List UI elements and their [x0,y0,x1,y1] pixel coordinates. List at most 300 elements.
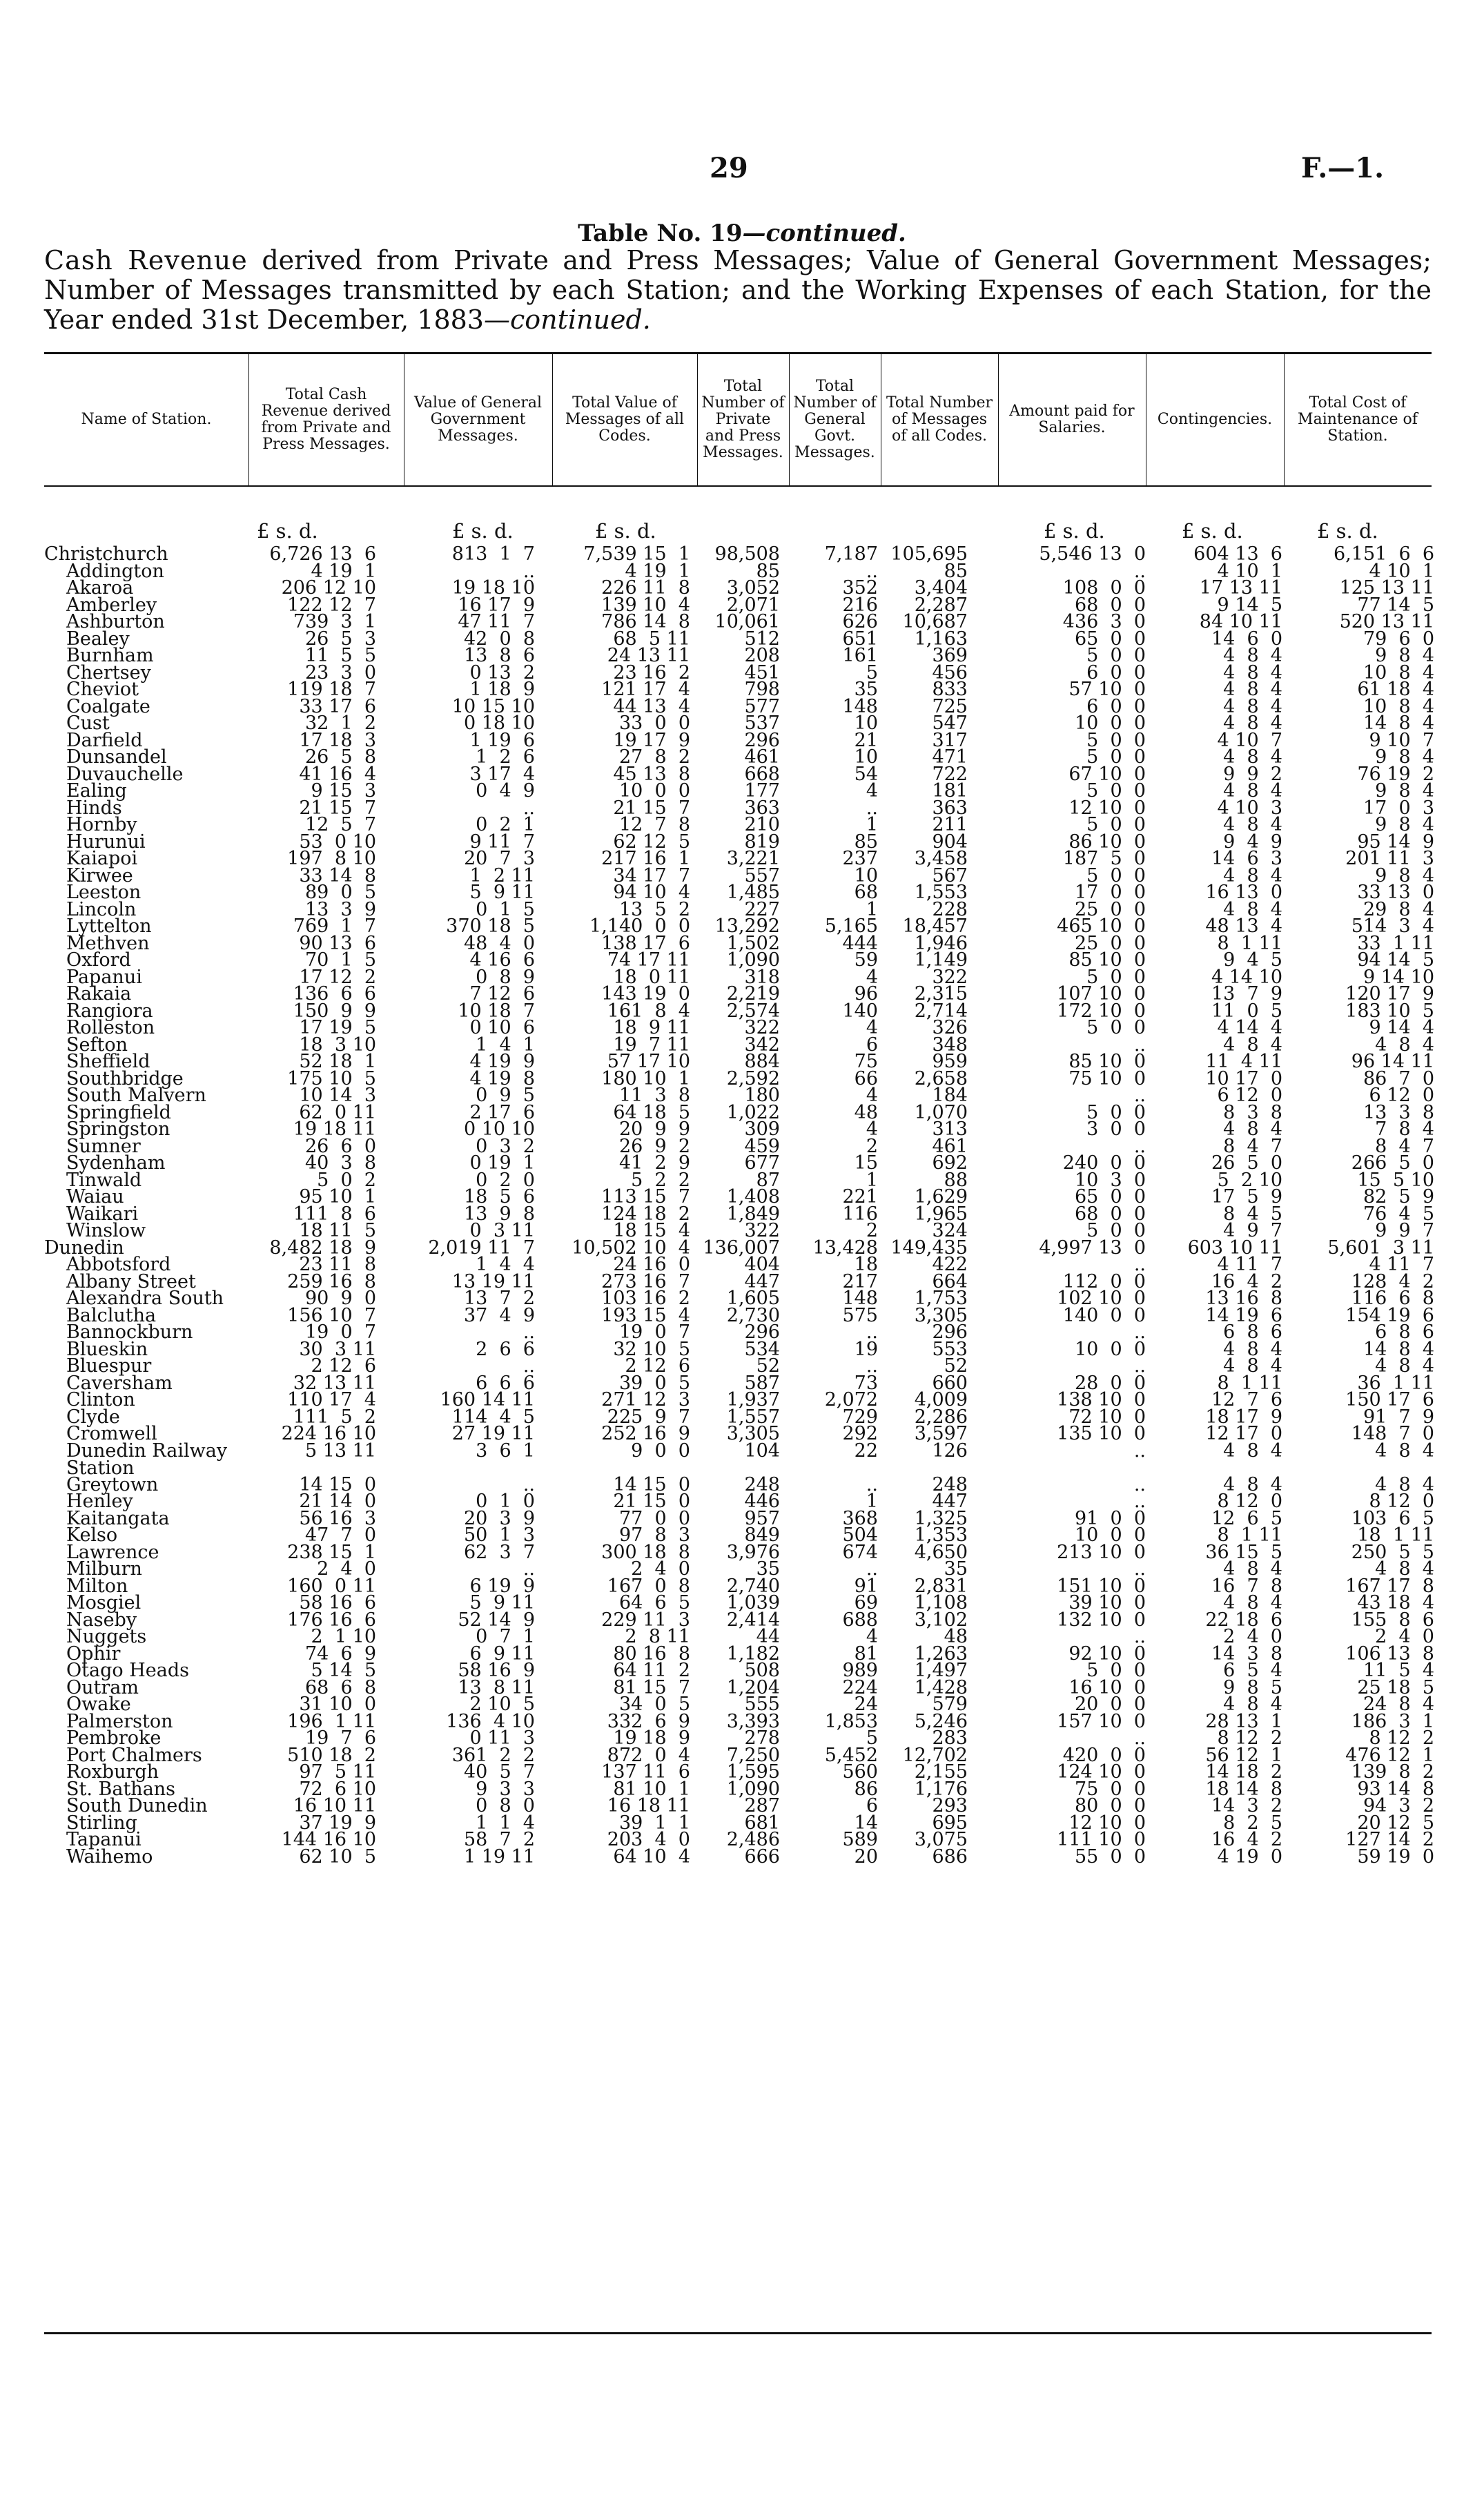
cell-cost: 82 5 9 [1363,1186,1434,1208]
table-row [0,1560,1484,1578]
cell-sal: 420 0 0 [1062,1744,1146,1766]
cell-sal: 107 10 0 [1057,983,1146,1005]
cell-np: 2,071 [726,594,780,616]
cell-sal: 39 10 0 [1068,1592,1146,1613]
station-name: Roxburgh [66,1761,159,1783]
cell-sal: .. [1133,1491,1146,1512]
cell-ng: 85 [854,831,878,853]
cell-sal: 465 10 0 [1057,915,1146,937]
cell-ng: 22 [854,1440,878,1462]
station-name: Kelso [66,1524,118,1546]
station-name: Lincoln [66,898,137,920]
cell-ng: 91 [854,1575,878,1597]
cell-np: 1,090 [726,949,780,971]
cell-cost: 4 8 4 [1375,1355,1434,1377]
cell-cost: 154 19 6 [1345,1304,1434,1326]
caption-lead: Cash Revenue [44,245,248,275]
cell-govt: 1 1 4 [476,1812,535,1834]
cell-rev: 19 0 7 [304,1321,376,1343]
cell-cost: 9 14 4 [1369,1017,1434,1038]
cell-total: 2 12 6 [625,1355,690,1377]
cell-cont: 4 8 4 [1223,1034,1282,1056]
cell-na: 228 [932,898,968,920]
station-name: Tinwald [66,1169,142,1191]
cell-govt: .. [523,560,535,582]
cell-cost: 128 4 2 [1351,1270,1434,1292]
cell-np: 287 [744,1795,780,1816]
cell-cost: 4 8 4 [1375,1034,1434,1056]
cell-np: 555 [744,1694,780,1715]
cell-na: 567 [932,864,968,886]
cell-govt: 13 9 8 [463,1203,535,1225]
cell-sal: 17 0 0 [1074,882,1146,903]
cell-rev: 12 5 7 [304,814,376,835]
cell-na: 833 [932,679,968,700]
cell-rev: 150 9 9 [293,1000,376,1022]
cell-total: 41 2 9 [618,1152,690,1174]
station-name: Southbridge [66,1067,184,1089]
cell-sal: 12 10 0 [1068,797,1146,819]
cell-sal: 5 0 0 [1086,746,1146,768]
cell-ng: 35 [854,679,878,700]
cell-ng: 161 [842,645,878,666]
cell-na: 1,263 [914,1642,968,1665]
cell-rev: 5 13 11 [304,1440,376,1462]
cell-cost: 86 7 0 [1363,1067,1434,1089]
cell-cont: 4 8 4 [1223,864,1282,886]
caption-suffix: —continued. [483,304,651,335]
cell-np: 87 [756,1169,780,1191]
table-row [0,1053,1484,1070]
cell-cost: 186 3 1 [1351,1710,1434,1732]
cell-ng: 96 [854,983,878,1005]
station-name: Otago Heads [66,1660,189,1681]
cell-total: 20 9 9 [618,1118,690,1140]
cell-ng: 5,452 [824,1744,878,1766]
cell-rev: 2 12 6 [311,1355,376,1377]
station-name: Clyde [66,1406,120,1428]
table-row [0,1696,1484,1713]
cell-govt: 0 10 6 [469,1017,535,1038]
cell-total: 81 15 7 [613,1676,690,1698]
cell-total: 203 4 0 [607,1829,690,1850]
cell-cont: 4 10 7 [1217,729,1282,751]
cell-na: 18,457 [902,915,968,937]
cell-rev: 23 11 8 [299,1254,376,1275]
cell-cost: 266 5 0 [1351,1152,1434,1174]
caption-text: derived from Private and Press Messages; Value of General Government Messages; Number of Messages transmitted by each Station; and the Working Expenses of each Station, for the Year ended 31st December, 1883 [44,245,1432,335]
table-row [0,1154,1484,1172]
cell-ng: 73 [854,1372,878,1394]
station-name: Owake [66,1694,131,1715]
station-name: Palmerston [66,1710,173,1732]
cell-ng: 48 [854,1101,878,1123]
cell-govt: .. [523,1321,535,1343]
cell-govt: 7 12 6 [469,983,535,1005]
cell-ng: 14 [854,1812,878,1834]
cell-govt: 0 8 0 [476,1795,535,1816]
station-name: Rolleston [66,1017,155,1038]
cell-cost: 2 4 0 [1375,1626,1434,1647]
cell-np: 512 [744,628,780,650]
table-row [0,1186,1484,1208]
cell-cost: 7 8 4 [1375,1118,1434,1140]
cell-cost: 514 3 4 [1351,915,1434,937]
cell-total: 33 0 0 [618,713,690,734]
station-name: South Dunedin [66,1795,208,1816]
table-row [0,1256,1484,1273]
cell-total: 113 15 7 [601,1186,690,1208]
table-title-suffix: —continued. [742,220,906,247]
cell-np: 577 [744,695,780,717]
cell-ng: 10 [854,746,878,768]
cell-govt: 52 14 9 [458,1609,535,1631]
cell-na: 4,009 [914,1389,968,1411]
table-row [0,545,1484,563]
cell-cont: 4 8 4 [1223,746,1282,768]
cell-govt: 1 18 9 [469,679,535,700]
cell-cont: 4 8 4 [1223,1694,1282,1715]
cell-sal: 10 0 0 [1074,1524,1146,1546]
cell-rev: 89 0 5 [304,882,376,903]
cell-ng: 2 [866,1135,878,1157]
cell-govt: 2 6 6 [476,1338,535,1360]
cell-rev: 5 14 5 [311,1660,376,1681]
cell-cont: 48 13 4 [1205,915,1282,937]
cell-rev: 26 5 3 [304,628,376,650]
table-row [0,1222,1484,1239]
station-name: Clinton [66,1389,135,1411]
table-row [0,681,1484,698]
cell-cost: 6 12 0 [1369,1085,1434,1106]
cell-rev: 17 18 3 [299,729,376,751]
cell-govt: 9 3 3 [476,1778,535,1800]
table-row [0,850,1484,867]
cell-cost: 94 14 5 [1357,949,1434,971]
cell-np: 459 [744,1135,780,1157]
station-name: Naseby [66,1609,137,1631]
cell-cost: 4 8 4 [1375,1473,1434,1495]
cell-sal: 68 0 0 [1074,594,1146,616]
cell-total: 18 0 11 [613,966,690,988]
cell-total: 9 0 0 [631,1440,690,1462]
cell-ng: 148 [842,695,878,717]
table-row [0,647,1484,664]
cell-ng: 5,165 [824,915,878,937]
cell-ng: 10 [854,864,878,886]
cell-ng: .. [866,797,878,819]
cell-total: 97 8 3 [618,1524,690,1546]
cell-ng: 1 [866,1169,878,1191]
cell-cost: 116 6 8 [1351,1288,1434,1309]
cell-na: 3,305 [914,1304,968,1326]
station-name: Ophir [66,1642,121,1665]
cell-cost: 36 1 11 [1357,1372,1434,1394]
table-row [0,884,1484,901]
cell-np: 1,090 [726,1778,780,1800]
cell-na: 692 [932,1152,968,1174]
cell-cost: 8 12 0 [1369,1491,1434,1512]
cell-rev: 33 14 8 [299,864,376,886]
cell-np: 798 [744,679,780,700]
cell-rev: 90 13 6 [299,932,376,954]
cell-na: 35 [944,1558,968,1580]
cell-sal: 25 0 0 [1074,932,1146,954]
cell-rev: 2 4 0 [317,1558,376,1580]
table-row [0,1526,1484,1544]
cell-govt: 16 17 9 [458,594,535,616]
cell-cont: 16 4 2 [1211,1829,1282,1850]
cell-cost: 94 3 2 [1363,1795,1434,1816]
cell-np: 85 [756,560,780,582]
station-name: Darfield [66,729,143,751]
cell-rev: 14 15 0 [299,1473,376,1495]
station-name: Dunedin [44,1237,124,1259]
cell-cost: 25 18 5 [1357,1676,1434,1698]
cell-rev: 56 16 3 [299,1507,376,1529]
cell-govt: 813 1 7 [451,543,535,565]
column-header: Amount paid for Salaries. [1009,403,1135,436]
cell-ng: 4 [866,1017,878,1038]
column-divider [789,354,790,485]
cell-na: 461 [932,1135,968,1157]
cell-cost: 29 8 4 [1363,898,1434,920]
table-row [0,1087,1484,1104]
cell-cont: 16 4 2 [1211,1270,1282,1292]
cell-cont: 4 14 10 [1211,966,1282,988]
cell-np: 1,605 [726,1288,780,1309]
cell-rev: 196 1 11 [287,1710,376,1732]
cell-govt: 1 2 6 [476,746,535,768]
cell-ng: .. [866,1321,878,1343]
cell-govt: 0 3 11 [469,1220,535,1241]
cell-cost: 139 8 2 [1351,1761,1434,1783]
station-name: Port Chalmers [66,1744,202,1766]
cell-rev: 176 16 6 [287,1609,376,1631]
cell-na: 348 [932,1034,968,1056]
station-name: Winslow [66,1220,146,1241]
cell-np: 322 [744,1220,780,1241]
cell-sal: .. [1133,1727,1146,1749]
cell-ng: 352 [842,577,878,599]
cell-govt: 1 4 4 [476,1254,535,1275]
cell-na: 553 [932,1338,968,1360]
cell-govt: 0 1 0 [476,1491,535,1512]
cell-np: 1,595 [726,1761,780,1783]
cell-np: 1,849 [726,1203,780,1225]
cell-cont: 4 8 4 [1223,1118,1282,1140]
station-name: St. Bathans [66,1778,176,1800]
station-name: Pembroke [66,1727,162,1749]
cell-sal: 10 0 0 [1074,713,1146,734]
cell-na: 105,695 [890,543,968,565]
cell-rev: 197 8 10 [287,848,376,869]
table-row [0,579,1484,597]
cell-sal: .. [1133,1440,1146,1462]
cell-ng: 4 [866,1626,878,1647]
cell-total: 64 6 5 [618,1592,690,1613]
cell-ng: 54 [854,763,878,785]
cell-np: 296 [744,1321,780,1343]
cell-sal: 86 10 0 [1068,831,1146,853]
cell-cost: 33 13 0 [1357,882,1434,903]
cell-rev: 17 19 5 [299,1017,376,1038]
cell-govt: 0 2 0 [476,1169,535,1191]
cell-total: 161 8 4 [607,1000,690,1022]
cell-sal: 111 10 0 [1057,1829,1146,1850]
column-header: Total Number of General Govt. Messages. [793,378,877,461]
cell-na: 2,155 [914,1761,968,1783]
cell-total: 229 11 3 [601,1609,690,1631]
cell-na: 471 [932,746,968,768]
cell-sal: 5 0 0 [1086,814,1146,835]
cell-na: 324 [932,1220,968,1241]
table-header [44,352,1432,487]
column-header: Contingencies. [1157,411,1273,428]
cell-rev: 206 12 10 [281,577,376,599]
cell-rev: 510 18 2 [287,1744,376,1766]
cell-na: 85 [944,560,968,582]
cell-na: 293 [932,1795,968,1816]
cell-rev: 97 5 11 [299,1761,376,1783]
cell-cost: 127 14 2 [1345,1829,1434,1850]
cell-cont: 4 8 4 [1223,1592,1282,1613]
column-header: Total Cash Revenue derived from Private and Press Messages. [261,386,391,453]
cell-na: 3,597 [914,1423,968,1444]
cell-cost: 520 13 11 [1339,611,1434,632]
cell-np: 10,061 [714,611,780,632]
cell-cost: 5,601 3 11 [1327,1237,1434,1259]
cell-cont: 6 5 4 [1223,1660,1282,1681]
cell-ng: 589 [842,1829,878,1850]
cell-govt: 13 8 6 [463,645,535,666]
cell-cont: 11 4 11 [1205,1051,1282,1072]
cell-total: 1,140 0 0 [589,915,690,937]
cell-np: 681 [744,1812,780,1834]
cell-np: 248 [744,1473,780,1495]
cell-cost: 11 5 4 [1363,1660,1434,1681]
cell-ng: 116 [842,1203,878,1225]
cell-sal: 157 10 0 [1057,1710,1146,1732]
cell-ng: 504 [842,1524,878,1546]
cell-na: 1,070 [914,1101,968,1123]
station-name: Bannockburn [66,1321,193,1343]
cell-ng: 66 [854,1067,878,1089]
cell-na: 1,149 [914,949,968,971]
cell-ng: 1 [866,814,878,835]
cell-na: 1,428 [914,1676,968,1698]
cell-na: 1,629 [914,1186,968,1208]
station-name: Chertsey [66,661,151,684]
cell-cont: 9 9 2 [1223,763,1282,785]
table-body [0,543,1484,1868]
cell-na: 686 [932,1845,968,1868]
cell-govt: 10 18 7 [458,1000,535,1022]
cell-sal: 4,997 13 0 [1039,1237,1146,1259]
cell-cont: 8 1 11 [1217,1524,1282,1546]
currency-unit-label: £ s. d. [1182,519,1243,543]
station-name: Milton [66,1575,128,1597]
cell-sal: .. [1133,1355,1146,1377]
cell-govt: .. [523,1473,535,1495]
cell-np: 7,250 [726,1744,780,1766]
cell-cont: 18 14 8 [1205,1778,1282,1800]
cell-ng: 148 [842,1288,878,1309]
cell-na: 3,075 [914,1829,968,1850]
cell-np: 1,937 [726,1389,780,1411]
cell-cost: 79 6 0 [1363,628,1434,650]
station-name: Cromwell [66,1423,157,1444]
cell-total: 39 1 1 [618,1812,690,1834]
cell-govt: 114 4 5 [451,1406,535,1428]
station-name: Ashburton [66,611,165,632]
cell-cost: 13 3 8 [1363,1101,1434,1123]
cell-sal: 10 0 0 [1074,1338,1146,1360]
cell-cost: 17 0 3 [1363,797,1434,819]
cell-cont: 14 6 0 [1211,628,1282,650]
cell-sal: 5 0 0 [1086,1101,1146,1123]
cell-total: 39 0 5 [618,1372,690,1394]
table-row [0,983,1484,1005]
cell-rev: 40 3 8 [304,1152,376,1174]
station-name: Lawrence [66,1541,159,1563]
cell-total: 74 17 11 [607,949,690,971]
cell-govt: 13 19 11 [451,1270,535,1292]
cell-total: 167 0 8 [607,1575,690,1597]
cell-rev: 19 18 11 [293,1118,376,1140]
cell-govt: 37 4 9 [463,1304,535,1326]
cell-total: 271 12 3 [601,1389,690,1411]
cell-cost: 77 14 5 [1357,594,1434,616]
cell-sal: 92 10 0 [1068,1642,1146,1665]
cell-ng: 6 [866,1795,878,1816]
station-name: Lyttelton [66,915,152,937]
cell-np: 136,007 [703,1237,780,1259]
cell-sal: 172 10 0 [1057,1000,1146,1022]
cell-na: 48 [944,1626,968,1647]
cell-sal: 57 10 0 [1068,679,1146,700]
cell-sal: 75 0 0 [1074,1778,1146,1800]
cell-total: 81 10 1 [613,1778,690,1800]
cell-np: 1,408 [726,1186,780,1208]
cell-govt: 18 5 6 [463,1186,535,1208]
cell-np: 1,022 [726,1101,780,1123]
cell-cost: 9 8 4 [1375,645,1434,666]
cell-ng: 1,853 [824,1710,878,1732]
cell-rev: 18 3 10 [299,1034,376,1056]
cell-govt: 19 18 10 [451,577,535,599]
cell-total: 10 0 0 [618,780,690,802]
cell-cost: 125 13 11 [1339,577,1434,599]
cell-cont: 2 4 0 [1223,1626,1282,1647]
cell-cont: 9 8 5 [1223,1676,1282,1698]
cell-np: 1,502 [726,932,780,954]
cell-ng: 4 [866,966,878,988]
cell-na: 369 [932,645,968,666]
cell-total: 14 15 0 [613,1473,690,1495]
cell-cost: 250 5 5 [1351,1541,1434,1563]
cell-total: 34 0 5 [618,1694,690,1715]
column-divider [248,354,249,485]
cell-total: 225 9 7 [607,1406,690,1428]
cell-rev: 9 15 3 [311,780,376,802]
station-name: Bluespur [66,1355,152,1377]
cell-rev: 32 1 2 [304,713,376,734]
cell-cont: 4 8 4 [1223,695,1282,717]
cell-np: 557 [744,864,780,886]
column-divider [1284,354,1285,485]
cell-cont: 604 13 6 [1193,543,1282,565]
